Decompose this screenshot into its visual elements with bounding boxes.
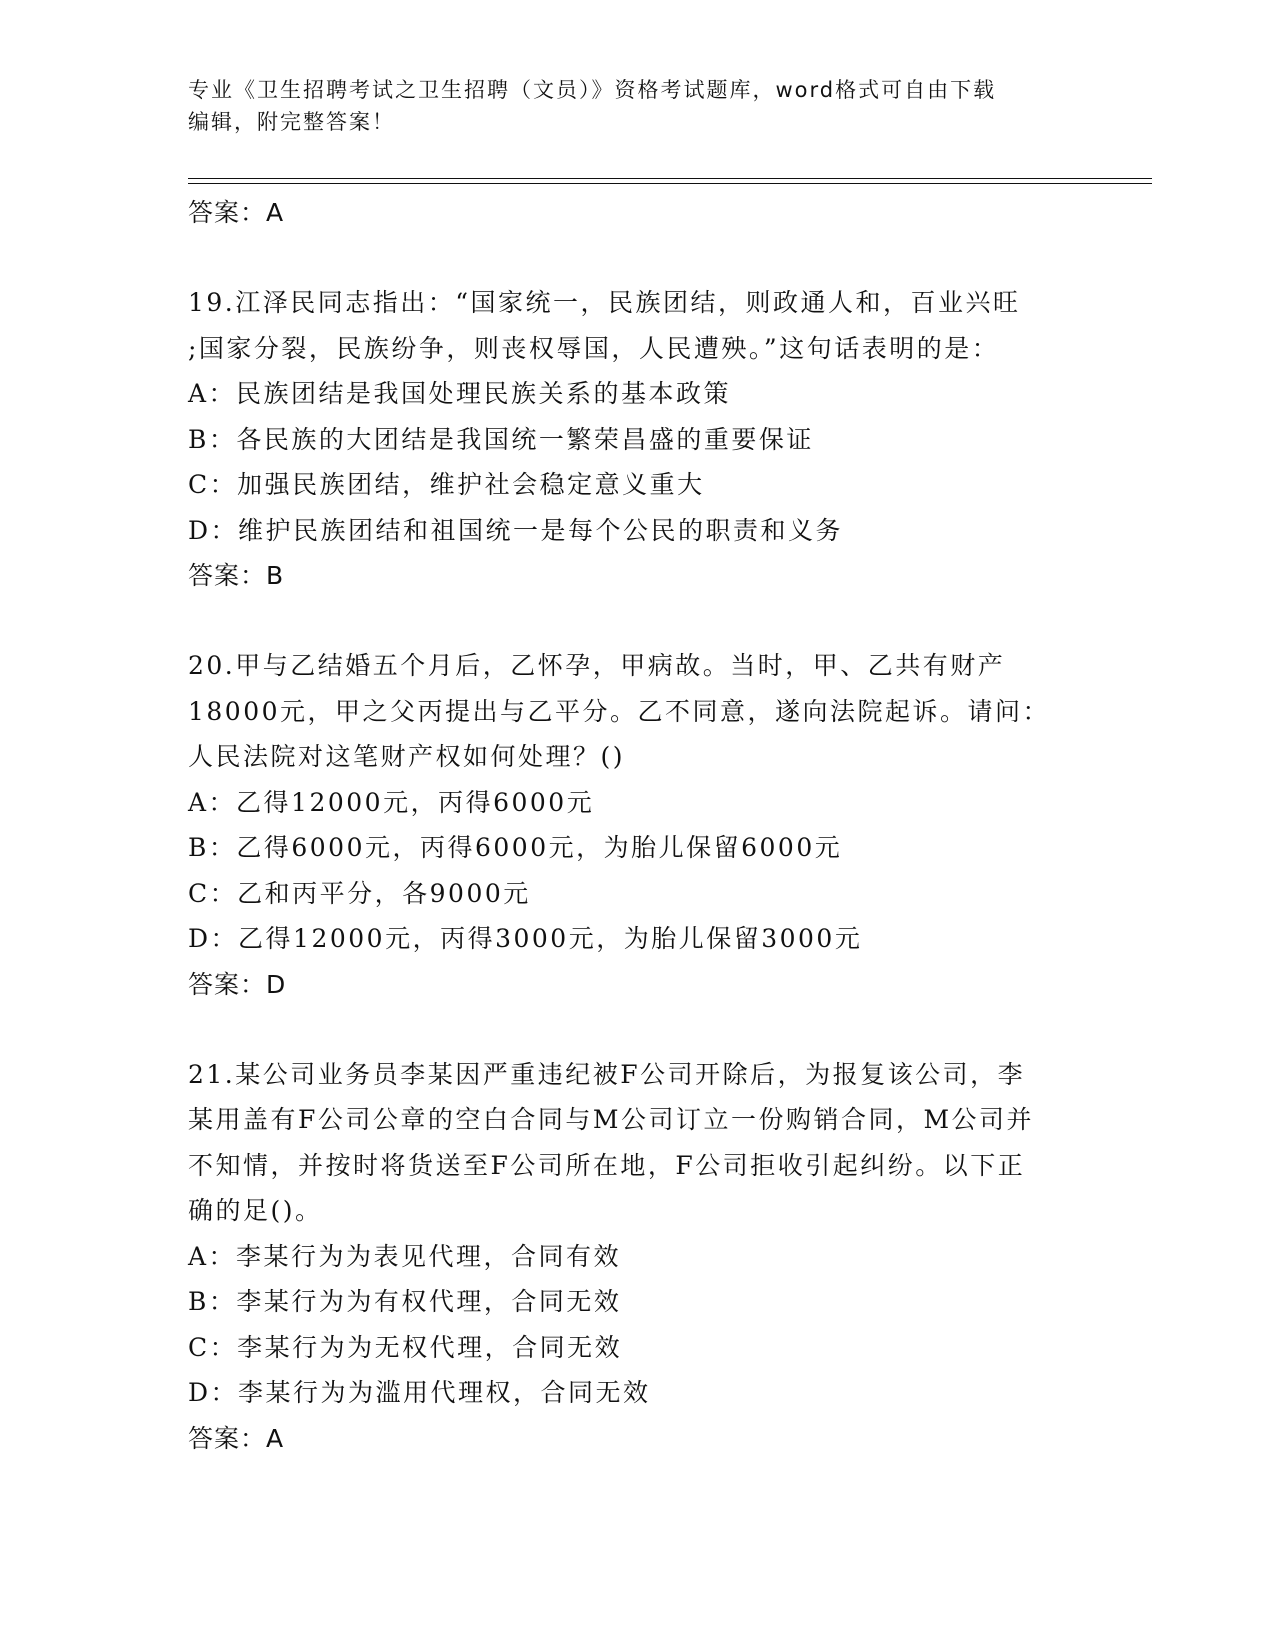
question-text-line: 20.甲与乙结婚五个月后，乙怀孕，甲病故。当时，甲、乙共有财产 bbox=[188, 651, 1006, 680]
option-b: B：乙得6000元，丙得6000元，为胎儿保留6000元 bbox=[188, 833, 843, 862]
previous-answer: 答案：A bbox=[188, 198, 285, 227]
option-c: C：乙和丙平分，各9000元 bbox=[188, 878, 531, 908]
option-a: A：乙得12000元，丙得6000元 bbox=[188, 787, 595, 817]
question-text-line: 21.某公司业务员李某因严重违纪被F公司开除后，为报复该公司，李 bbox=[188, 1059, 1026, 1089]
option-d: D：李某行为为滥用代理权，合同无效 bbox=[188, 1378, 651, 1407]
answer: 答案：A bbox=[188, 1423, 285, 1453]
option-b: B：李某行为为有权代理，合同无效 bbox=[188, 1287, 622, 1316]
document-header bbox=[188, 74, 1088, 138]
question-text-line: 某用盖有F公司公章的空白合同与M公司订立一份购销合同，M公司并 bbox=[188, 1105, 1035, 1134]
option-c: C：李某行为为无权代理，合同无效 bbox=[188, 1332, 623, 1362]
header-line-1: 专业《卫生招聘考试之卫生招聘（文员）》资格考试题库，word格式可自由下载 bbox=[188, 78, 997, 102]
question-text-line: 18000元，甲之父丙提出与乙平分。乙不同意，遂向法院起诉。请问： bbox=[188, 696, 1051, 726]
document-body bbox=[188, 190, 1108, 1461]
option-d: D：乙得12000元，丙得3000元，为胎儿保留3000元 bbox=[188, 924, 863, 953]
question-19 bbox=[188, 280, 1108, 598]
option-a: A：李某行为为表见代理，合同有效 bbox=[188, 1241, 622, 1271]
question-21 bbox=[188, 1052, 1108, 1461]
header-line-2: 编辑，附完整答案！ bbox=[188, 110, 395, 134]
question-text-line: 人民法院对这笔财产权如何处理？() bbox=[188, 742, 626, 771]
question-text-line: 不知情，并按时将货送至F公司所在地，F公司拒收引起纠纷。以下正 bbox=[188, 1150, 1026, 1180]
option-b: B：各民族的大团结是我国统一繁荣昌盛的重要保证 bbox=[188, 424, 814, 454]
answer: 答案：D bbox=[188, 969, 287, 999]
question-text-line: 19.江泽民同志指出：“国家统一，民族团结，则政通人和，百业兴旺 bbox=[188, 288, 1021, 317]
header-rule-top bbox=[188, 178, 1152, 179]
question-text-line: 确的足()。 bbox=[188, 1196, 323, 1225]
option-c: C：加强民族团结，维护社会稳定意义重大 bbox=[188, 470, 705, 499]
header-rule-bottom bbox=[188, 183, 1152, 184]
answer: 答案：B bbox=[188, 561, 285, 590]
question-20 bbox=[188, 643, 1108, 1007]
question-text-line: ;国家分裂，民族纷争，则丧权辱国，人民遭殃。”这句话表明的是： bbox=[188, 333, 1000, 363]
option-a: A：民族团结是我国处理民族关系的基本政策 bbox=[188, 379, 732, 408]
option-d: D：维护民族团结和祖国统一是每个公民的职责和义务 bbox=[188, 515, 844, 545]
